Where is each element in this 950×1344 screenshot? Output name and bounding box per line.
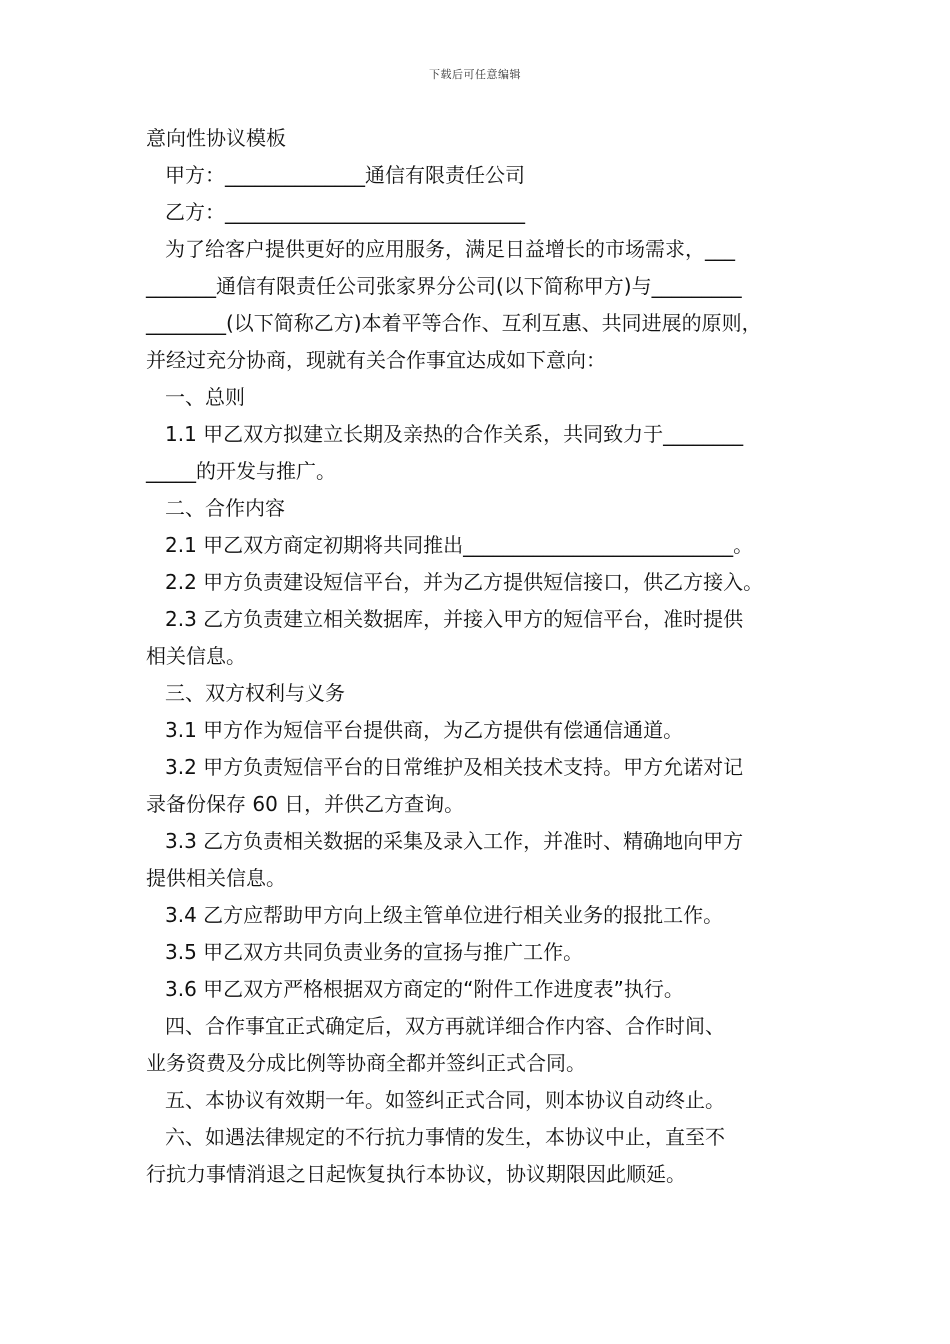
- section-four-line: 四、合作事宜正式确定后，双方再就详细合作内容、合作时间、: [165, 1014, 725, 1038]
- party-b-line: 乙方：______________________________: [165, 200, 525, 224]
- clause-line: 3.4 乙方应帮助甲方向上级主管单位进行相关业务的报批工作。: [165, 903, 724, 927]
- clause-line: 提供相关信息。: [146, 866, 286, 890]
- section-four-line: 业务资费及分成比例等协商全都并签纠正式合同。: [146, 1051, 586, 1075]
- preamble-line: 并经过充分协商，现就有关合作事宜达成如下意向：: [146, 348, 606, 372]
- clause-line: 2.3 乙方负责建立相关数据库，并接入甲方的短信平台，准时提供: [165, 607, 744, 631]
- preamble-line: _______通信有限责任公司张家界分公司(以下简称甲方)与_________: [146, 274, 742, 298]
- section-heading-cooperation: 二、合作内容: [165, 496, 285, 520]
- section-heading-rights: 三、双方权利与义务: [165, 681, 345, 705]
- section-six-line: 六、如遇法律规定的不行抗力事情的发生，本协议中止，直至不: [165, 1125, 725, 1149]
- clause-line: 2.1 甲乙双方商定初期将共同推出___________________________。: [165, 533, 754, 557]
- section-heading-general: 一、总则: [165, 385, 245, 409]
- clause-line: 3.6 甲乙双方严格根据双方商定的“附件工作进度表”执行。: [165, 977, 684, 1001]
- clause-line: 3.1 甲方作为短信平台提供商，为乙方提供有偿通信通道。: [165, 718, 684, 742]
- party-a-line: 甲方：______________通信有限责任公司: [165, 163, 525, 187]
- clause-line: 相关信息。: [146, 644, 246, 668]
- clause-line: 3.2 甲方负责短信平台的日常维护及相关技术支持。甲方允诺对记: [165, 755, 744, 779]
- section-six-line: 行抗力事情消退之日起恢复执行本协议，协议期限因此顺延。: [146, 1162, 686, 1186]
- page-header-note: 下载后可任意编辑: [429, 68, 521, 81]
- section-five-line: 五、本协议有效期一年。如签纠正式合同，则本协议自动终止。: [165, 1088, 725, 1112]
- clause-line: 2.2 甲方负责建设短信平台，并为乙方提供短信接口，供乙方接入。: [165, 570, 764, 594]
- clause-line: 3.3 乙方负责相关数据的采集及录入工作，并准时、精确地向甲方: [165, 829, 744, 853]
- preamble-line: ________(以下简称乙方)本着平等合作、互利互惠、共同进展的原则，: [146, 311, 762, 335]
- clause-line: 1.1 甲乙双方拟建立长期及亲热的合作关系，共同致力于________: [165, 422, 744, 446]
- clause-line: _____的开发与推广。: [146, 459, 336, 483]
- preamble-line: 为了给客户提供更好的应用服务，满足日益增长的市场需求，___: [165, 237, 735, 261]
- document-title: 意向性协议模板: [146, 126, 286, 150]
- document-body: [146, 120, 814, 1193]
- clause-line: 录备份保存 60 日，并供乙方查询。: [146, 792, 465, 816]
- clause-line: 3.5 甲乙双方共同负责业务的宣扬与推广工作。: [165, 940, 584, 964]
